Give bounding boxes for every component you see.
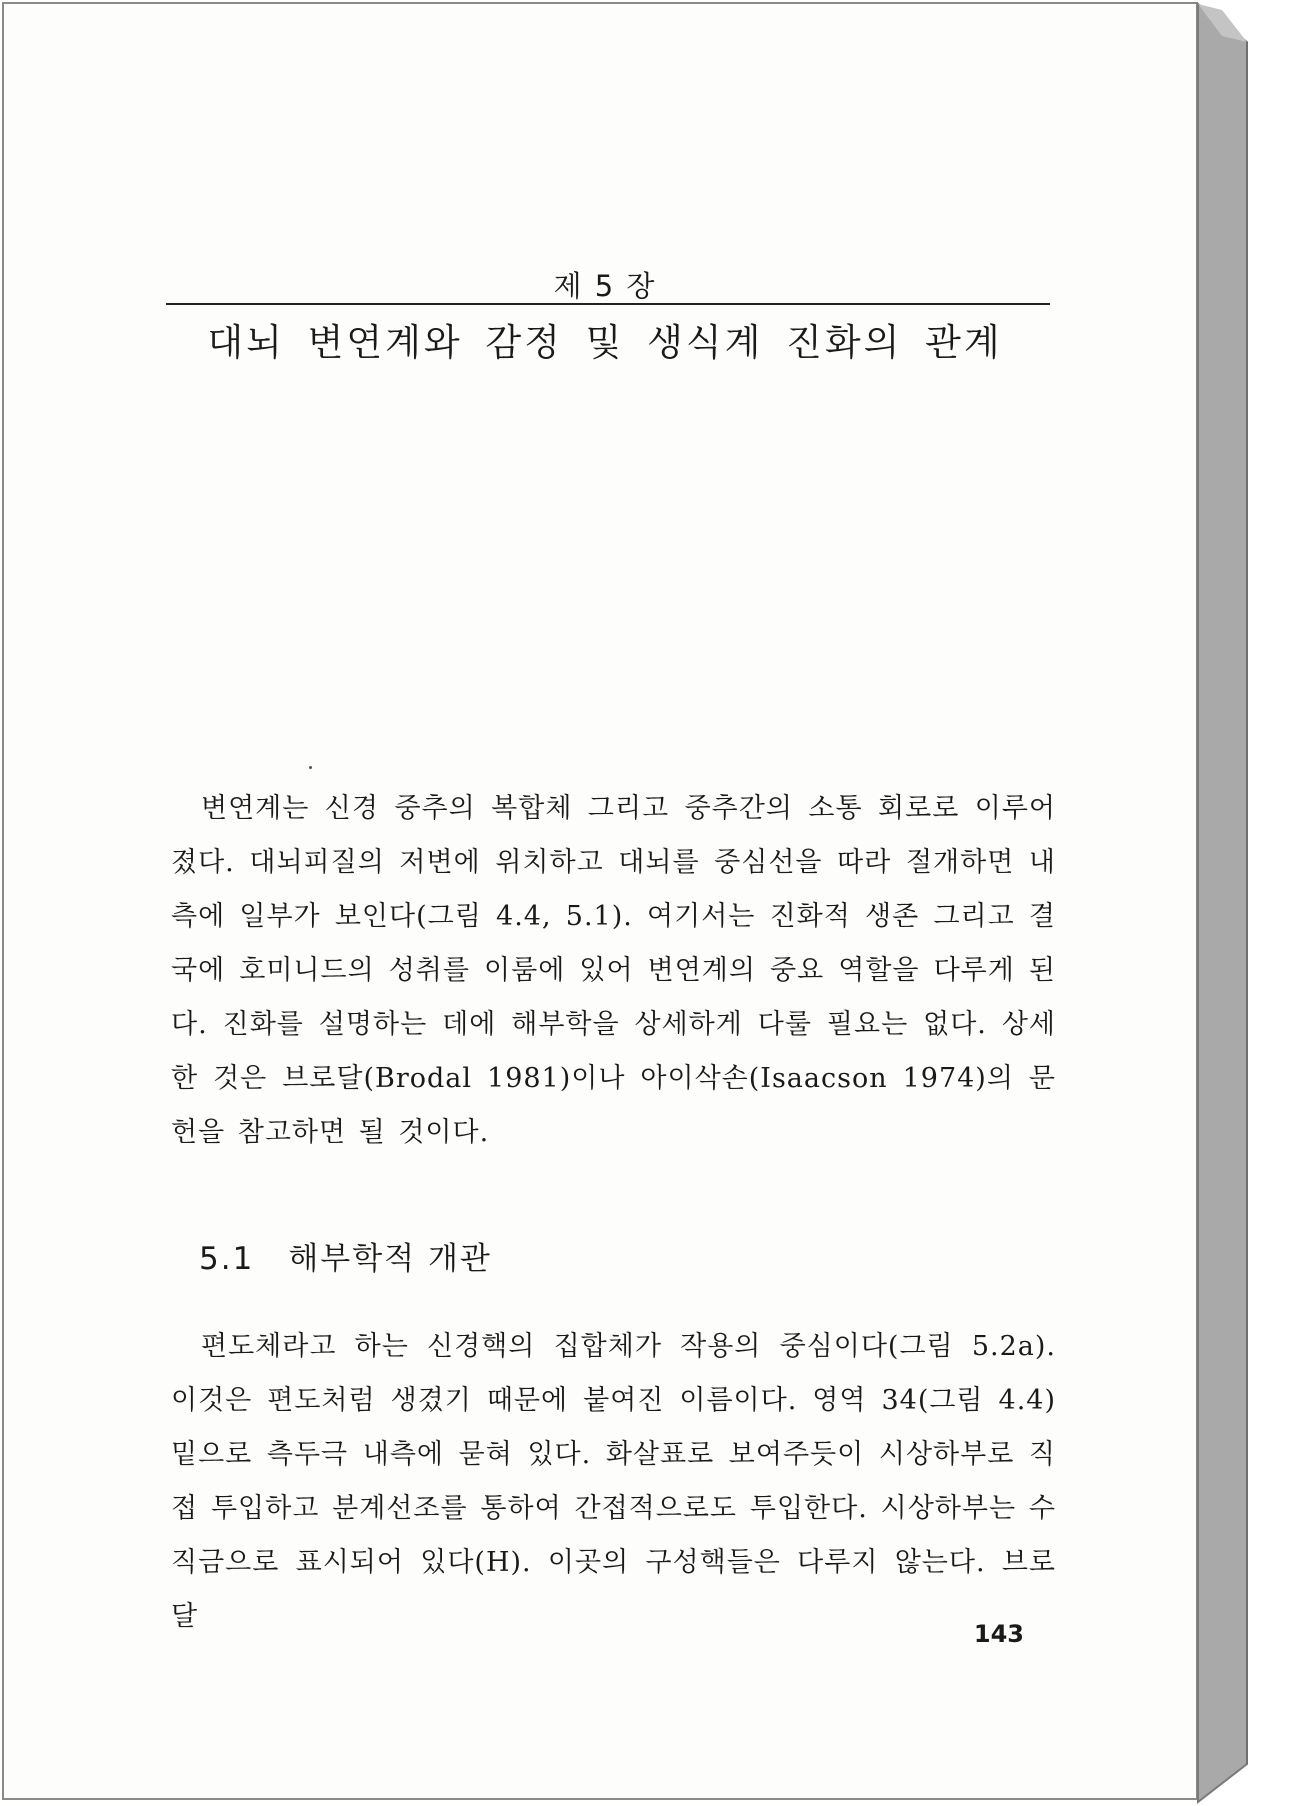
section-heading (199, 1233, 492, 1278)
section-title: 해부학적 개관 (288, 1241, 492, 1277)
print-speck (309, 766, 312, 769)
chapter-title: 대뇌 변연계와 감정 및 생식계 진화의 관계 (207, 321, 1003, 364)
chapter-number: 제 5 장 (553, 269, 657, 303)
section-number: 5.1 (199, 1241, 255, 1277)
chapter-divider (166, 303, 1050, 305)
page-number: 143 (973, 1620, 1024, 1648)
body-paragraph-2: 편도체라고 하는 신경핵의 집합체가 작용의 중심이다(그림 5.2a). 이것은 편도처럼 생겼기 때문에 붙여진 이름이다. 영역 34(그림 4.4) 밑으로 측두극 내측에 묻혀 있다. 화살표로 보여주듯이 시상하부로 직접 투입하고 분계선조를 통하여 간접적으로도 투입한다. 시상하부는 수직금으로 표시되어 있다(H). 이곳의 구성핵들은 다루지 않는다. 브로달 (171, 1331, 1056, 1632)
body-paragraph-1: 변연계는 신경 중추의 복합체 그리고 중추간의 소통 회로로 이루어졌다. 대뇌피질의 저변에 위치하고 대뇌를 중심선을 따라 절개하면 내측에 일부가 보인다(그림 4.4, 5.1). 여기서는 진화적 생존 그리고 결국에 호미니드의 성취를 이룸에 있어 변연계의 중요 역할을 다루게 된다. 진화를 설명하는 데에 해부학을 상세하게 다룰 필요는 없다. 상세한 것은 브로달(Brodal 1981)이나 아이삭손(Isaacson 1974)의 문헌을 참고하면 될 것이다. (171, 793, 1056, 1148)
